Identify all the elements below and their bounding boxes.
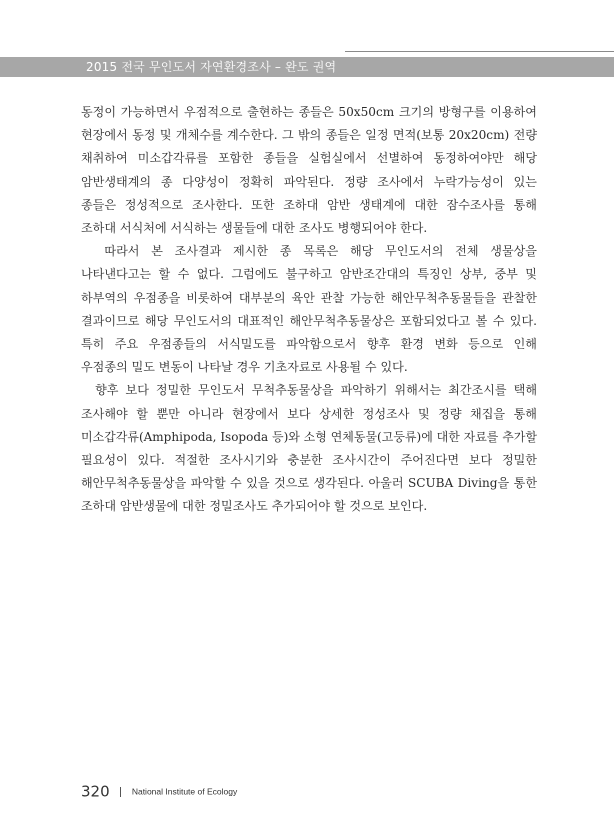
text-line: 특히 주요 우점종들의 서식밀도를 파악함으로서 향후 환경 변화 등으로 인해: [81, 337, 537, 352]
paragraph-2: [81, 240, 537, 379]
text-line: 채취하여 미소갑각류를 포함한 종들을 실험실에서 선별하여 동정하여야만 해당: [81, 151, 537, 166]
page-number: 320: [81, 782, 110, 801]
text-line: 우점종의 밀도 변동이 나타날 경우 기초자료로 사용될 수 있다.: [81, 360, 408, 375]
footer-organization: National Institute of Ecology: [131, 786, 238, 797]
text-line: 동정이 가능하면서 우점적으로 출현하는 종들은 50x50cm 크기의 방형구를 이용하여: [81, 105, 537, 119]
text-line: 결과이므로 해당 무인도서의 대표적인 해안무척추동물상은 포함되었다고 볼 수 있다.: [81, 313, 537, 328]
header-top-rule: [345, 51, 614, 52]
text-line: 해안무척추동물상을 파악할 수 있을 것으로 생각된다. 아울러 SCUBA Diving을 통한: [81, 476, 537, 491]
text-line: 조하대 암반생물에 대한 정밀조사도 추가되어야 할 것으로 보인다.: [81, 499, 428, 514]
paragraph-1: [81, 101, 537, 240]
text-line: 현장에서 동정 및 개체수를 계수한다. 그 밖의 종들은 일정 면적(보통 20x20cm) 전량: [81, 128, 537, 143]
text-line: 종들은 정성적으로 조사한다. 또한 조하대 암반 생태계에 대한 잠수조사를 통해: [81, 197, 537, 212]
text-line: 미소갑각류(Amphipoda, Isopoda 등)와 소형 연체동물(고둥류)에 대한 자료를 추가할: [81, 429, 537, 444]
text-line: 조하대 서식처에 서식하는 생물들에 대한 조사도 병행되어야 한다.: [81, 221, 428, 236]
text-line: 암반생태계의 종 다양성이 정확히 파악된다. 정량 조사에서 누락가능성이 있는: [81, 174, 537, 189]
body-text: [81, 101, 537, 519]
paragraph-3: [81, 379, 537, 518]
footer-divider: [120, 787, 121, 797]
page-footer: [81, 779, 237, 803]
text-line: 조사해야 할 뿐만 아니라 현장에서 보다 상세한 정성조사 및 정량 채집을 통해: [81, 406, 537, 421]
text-line: 따라서 본 조사결과 제시한 종 목록은 해당 무인도서의 전체 생물상을: [81, 244, 537, 259]
text-line: 필요성이 있다. 적절한 조사시기와 충분한 조사시간이 주어진다면 보다 정밀한: [81, 453, 537, 468]
text-line: 나타낸다고는 할 수 없다. 그럼에도 불구하고 암반조간대의 특징인 상부, 중부 및: [81, 267, 537, 282]
text-line: 향후 보다 정밀한 무인도서 무척추동물상을 파악하기 위해서는 최간조시를 택해: [81, 383, 537, 398]
text-line: 하부역의 우점종을 비롯하여 대부분의 육안 관찰 가능한 해안무척추동물들을 관찰한: [81, 290, 537, 305]
running-header-title: 2015 전국 무인도서 자연환경조사 – 완도 권역: [86, 60, 337, 74]
